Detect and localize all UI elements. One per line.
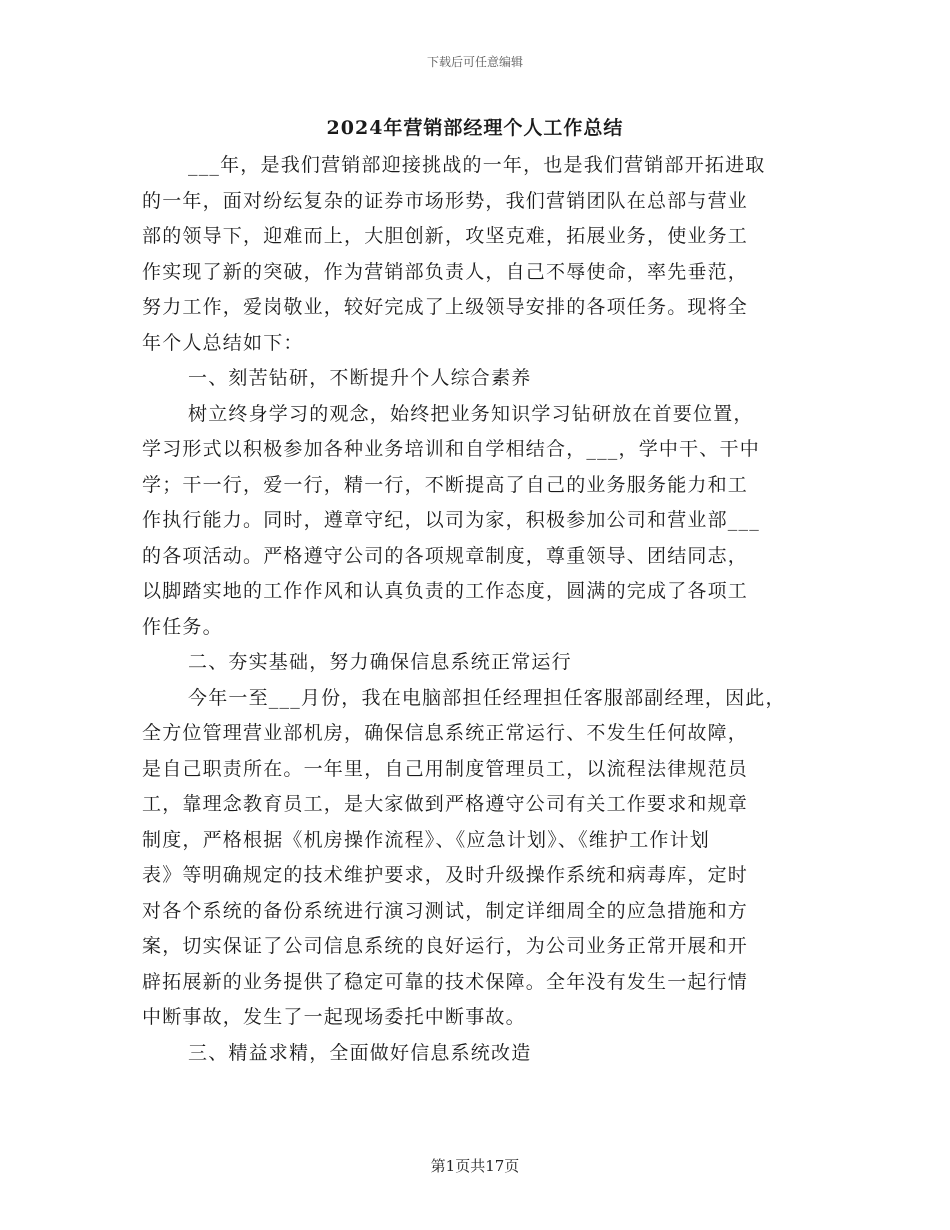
paragraph-line: 树立终身学习的观念，始终把业务知识学习钻研放在首要位置， bbox=[188, 402, 754, 425]
paragraph-line: 年个人总结如下： bbox=[142, 331, 304, 354]
paragraph-line: 是自己职责所在。一年里，自己用制度管理员工，以流程法律规范员 bbox=[142, 757, 749, 780]
page-number: 第1页共17页 bbox=[430, 1157, 520, 1175]
paragraph-line: 制度，严格根据《机房操作流程》、《应急计划》、《维护工作计划 bbox=[142, 828, 711, 851]
header-note: 下载后可任意编辑 bbox=[426, 55, 523, 69]
paragraph-line: 中断事故，发生了一起现场委托中断事故。 bbox=[142, 1006, 526, 1028]
paragraph-line: 工，靠理念教育员工，是大家做到严格遵守公司有关工作要求和规章 bbox=[142, 793, 749, 815]
section-heading: 三、精益求精，全面做好信息系统改造 bbox=[188, 1041, 532, 1064]
document-body bbox=[142, 148, 822, 1071]
paragraph-line: 部的领导下，迎难而上，大胆创新，攻坚克难，拓展业务，使业务工 bbox=[142, 225, 749, 247]
paragraph-line: 作任务。 bbox=[142, 615, 223, 638]
paragraph-line: 对各个系统的备份系统进行演习测试，制定详细周全的应急措施和方 bbox=[142, 899, 749, 922]
paragraph-line: 表》等明确规定的技术维护要求，及时升级操作系统和病毒库，定时 bbox=[142, 864, 749, 886]
section-heading: 二、夯实基础，努力确保信息系统正常运行 bbox=[188, 651, 572, 673]
paragraph-line: 以脚踏实地的工作作风和认真负责的工作态度，圆满的完成了各项工 bbox=[142, 580, 749, 602]
paragraph-line: 今年一至___月份，我在电脑部担任经理担任客服部副经理，因此， bbox=[188, 686, 786, 709]
paragraph-line: 学；干一行，爱一行，精一行，不断提高了自己的业务服务能力和工 bbox=[142, 473, 749, 496]
paragraph-line: 的各项活动。严格遵守公司的各项规章制度，尊重领导、团结同志， bbox=[142, 544, 749, 567]
paragraph-line: 学习形式以积极参加各种业务培训和自学相结合，___，学中干、干中 bbox=[142, 438, 760, 460]
paragraph-line: 辟拓展新的业务提供了稳定可靠的技术保障。全年没有发生一起行情 bbox=[142, 970, 749, 993]
paragraph-line: 努力工作，爱岗敬业，较好完成了上级领导安排的各项任务。现将全 bbox=[142, 296, 749, 318]
paragraph-line: 的一年，面对纷纭复杂的证券市场形势，我们营销团队在总部与营业 bbox=[142, 189, 749, 212]
paragraph-line: 作执行能力。同时，遵章守纪，以司为家，积极参加公司和营业部___ bbox=[142, 509, 760, 531]
paragraph-line: 作实现了新的突破，作为营销部负责人，自己不辱使命，率先垂范， bbox=[142, 260, 749, 283]
section-heading: 一、刻苦钻研，不断提升个人综合素养 bbox=[188, 367, 532, 389]
document-title: 2024年营销部经理个人工作总结 bbox=[326, 117, 624, 139]
paragraph-line: 案，切实保证了公司信息系统的良好运行，为公司业务正常开展和开 bbox=[142, 935, 749, 957]
paragraph-line: ___年，是我们营销部迎接挑战的一年，也是我们营销部开拓进取 bbox=[188, 154, 766, 176]
paragraph-line: 全方位管理营业部机房，确保信息系统正常运行、不发生任何故障， bbox=[142, 722, 749, 744]
